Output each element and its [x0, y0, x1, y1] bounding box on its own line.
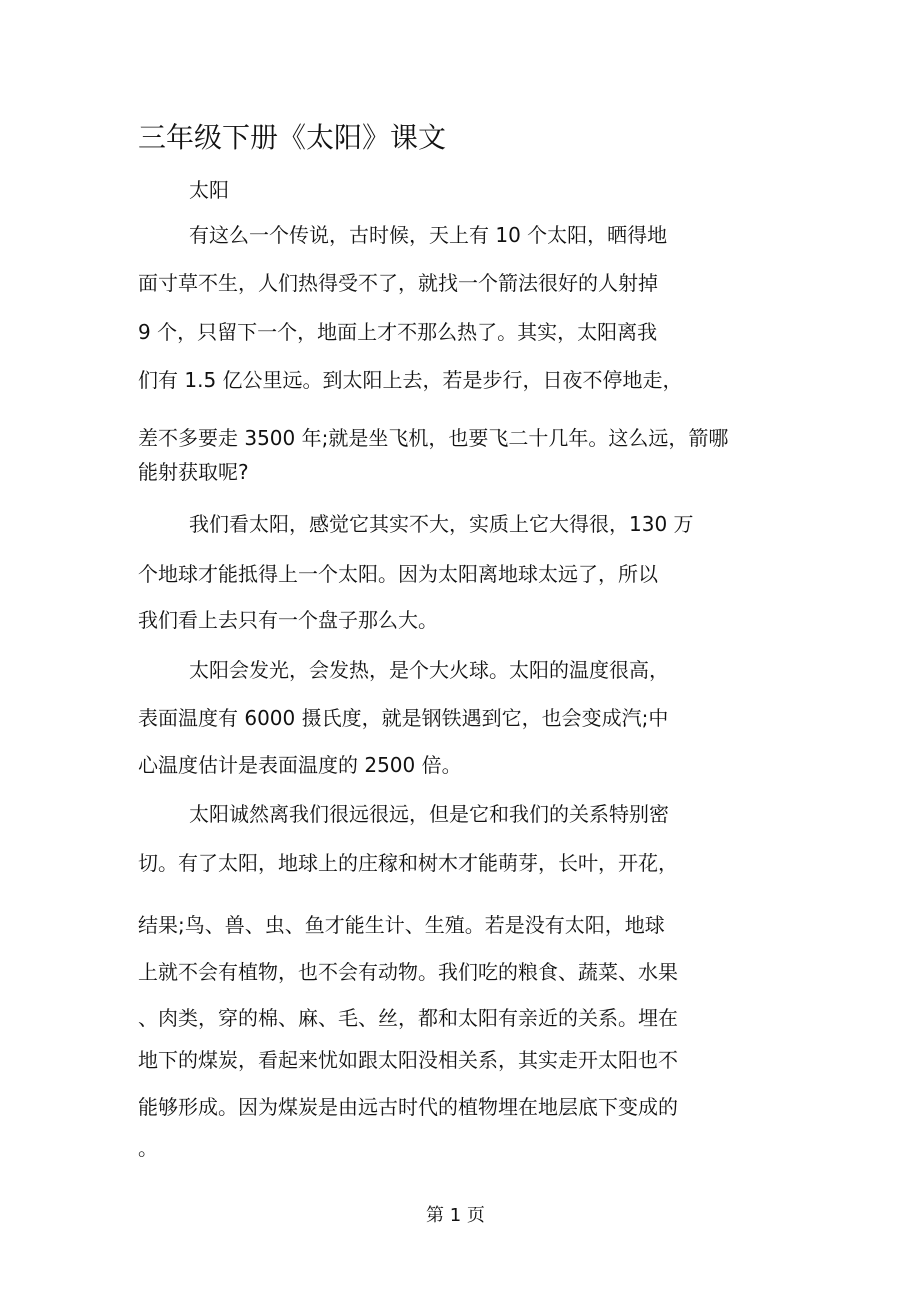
section-heading: 太阳 — [189, 178, 229, 202]
text-line: 我们看太阳，感觉它其实不大，实质上它大得很，130 万 — [189, 512, 694, 536]
text-line: 切。有了太阳，地球上的庄稼和树木才能萌芽，长叶，开花， — [138, 851, 678, 875]
text-line: 差不多要走 3500 年;就是坐飞机，也要飞二十几年。这么远，箭哪 — [138, 426, 729, 450]
text-line: 地下的煤炭，看起来忧如跟太阳没相关系，其实走开太阳也不 — [138, 1048, 678, 1072]
text-line: 、肉类，穿的棉、麻、毛、丝，都和太阳有亲近的关系。埋在 — [138, 1006, 678, 1030]
text-line: 表面温度有 6000 摄氏度，就是钢铁遇到它，也会变成汽;中 — [138, 706, 669, 730]
text-line: 们有 1.5 亿公里远。到太阳上去，若是步行，日夜不停地走， — [138, 368, 683, 392]
text-line: 太阳诚然离我们很远很远，但是它和我们的关系特别密 — [189, 802, 669, 826]
page-number: 第 1 页 — [426, 1205, 485, 1226]
text-line: 面寸草不生，人们热得受不了，就找一个箭法很好的人射掉 — [138, 271, 658, 295]
text-line: 能够形成。因为煤炭是由远古时代的植物埋在地层底下变成的 — [138, 1095, 678, 1119]
text-line: 能射获取呢? — [138, 460, 249, 484]
text-line: 我们看上去只有一个盘子那么大。 — [138, 608, 438, 632]
text-line: 结果;鸟、兽、虫、鱼才能生计、生殖。若是没有太阳，地球 — [138, 913, 665, 937]
text-line: 心温度估计是表面温度的 2500 倍。 — [138, 753, 462, 777]
text-line: 。 — [138, 1136, 158, 1160]
text-line: 上就不会有植物，也不会有动物。我们吃的粮食、蔬菜、水果 — [138, 960, 678, 984]
text-line: 太阳会发光，会发热，是个大火球。太阳的温度很高， — [189, 658, 669, 682]
document-title: 三年级下册《太阳》课文 — [138, 121, 447, 154]
text-line: 有这么一个传说，古时候，天上有 10 个太阳，晒得地 — [189, 223, 668, 247]
text-line: 9 个，只留下一个，地面上才不那么热了。其实，太阳离我 — [138, 320, 658, 344]
text-line: 个地球才能抵得上一个太阳。因为太阳离地球太远了，所以 — [138, 562, 658, 586]
